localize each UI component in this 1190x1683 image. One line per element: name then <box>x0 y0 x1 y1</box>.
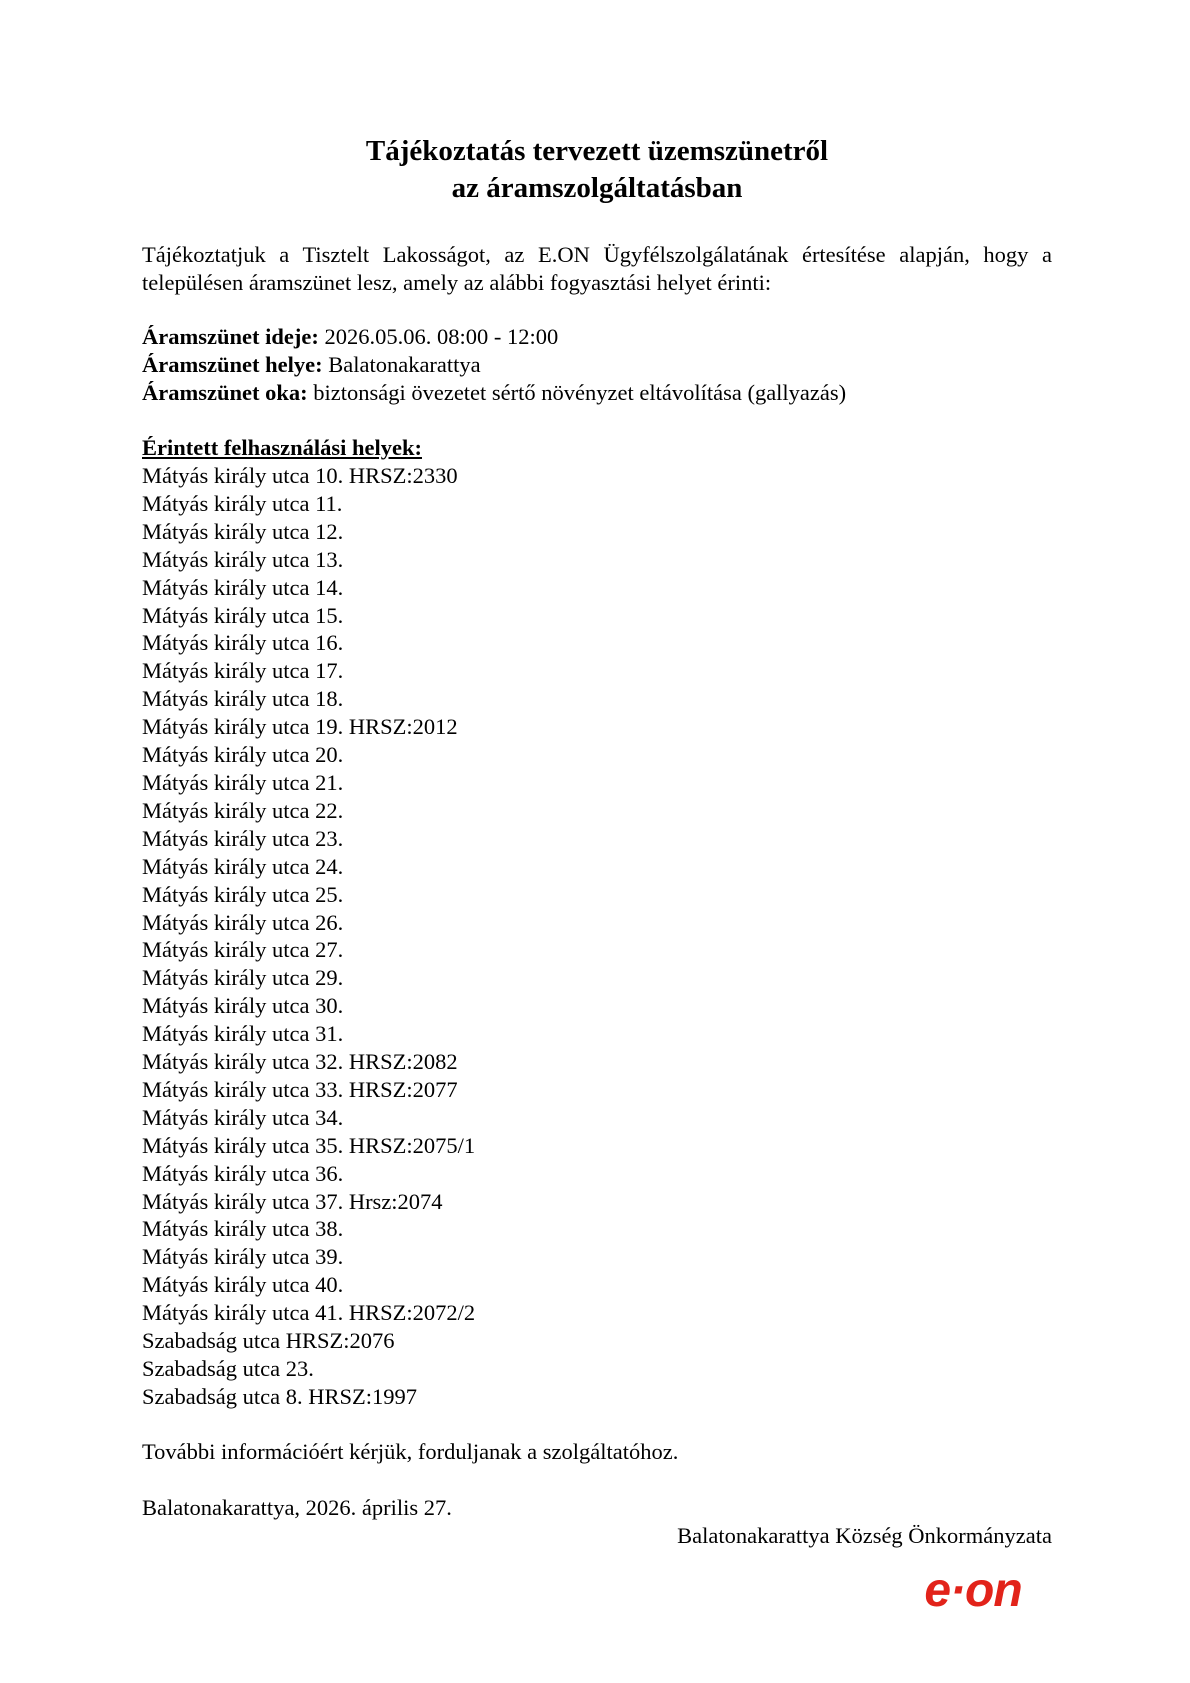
address-item: Szabadság utca 23. <box>142 1356 314 1381</box>
address-item: Mátyás király utca 30. <box>142 993 344 1019</box>
address-item: Mátyás király utca 26. <box>142 909 344 935</box>
address-item: Mátyás király utca 35. HRSZ:2075/1 <box>142 1132 476 1158</box>
address-item: Mátyás király utca 14. <box>142 574 344 600</box>
intro-paragraph: Tájékoztatjuk a Tisztelt Lakosságot, az E.ON Ügyfélszolgálatának értesítése alapján, hogy a településen áramszünet lesz, amely az alábbi fogyasztási helyet érinti: <box>142 242 1052 295</box>
eon-logo-icon <box>902 1565 1044 1615</box>
closing-text: További információért kérjük, forduljanak a szolgáltatóhoz. <box>142 1438 679 1464</box>
document-page <box>142 133 1052 1550</box>
outage-time-row <box>142 323 1052 351</box>
address-item: Mátyás király utca 41. HRSZ:2072/2 <box>142 1300 476 1326</box>
address-item: Mátyás király utca 40. <box>142 1272 344 1298</box>
address-item: Mátyás király utca 11. <box>142 490 343 516</box>
address-item: Mátyás király utca 16. <box>142 630 344 656</box>
address-item: Mátyás király utca 24. <box>142 853 344 879</box>
title-line-1: Tájékoztatás tervezett üzemszünetről <box>365 135 829 167</box>
address-item: Mátyás király utca 13. <box>142 546 344 572</box>
address-item: Mátyás király utca 39. <box>142 1244 344 1270</box>
address-item: Mátyás király utca 15. <box>142 602 344 628</box>
address-item: Mátyás király utca 37. Hrsz:2074 <box>142 1188 443 1214</box>
signature: Balatonakarattya Község Önkormányzata <box>677 1522 1052 1548</box>
affected-places-heading: Érintett felhasználási helyek: <box>142 435 422 460</box>
address-item: Mátyás király utca 33. HRSZ:2077 <box>142 1076 458 1102</box>
address-item: Mátyás király utca 31. <box>142 1021 344 1047</box>
eon-logo-text: e·on <box>924 1565 1022 1615</box>
address-item: Mátyás király utca 18. <box>142 686 344 712</box>
address-item: Mátyás király utca 20. <box>142 742 344 768</box>
address-item: Mátyás király utca 21. <box>142 769 344 795</box>
outage-time-value: 2026.05.06. 08:00 - 12:00 <box>324 324 559 349</box>
address-item: Mátyás király utca 19. HRSZ:2012 <box>142 714 458 740</box>
document-title <box>142 133 1052 207</box>
outage-reason-row <box>142 379 1052 407</box>
address-item: Mátyás király utca 23. <box>142 825 344 851</box>
place-and-date: Balatonakarattya, 2026. április 27. <box>142 1494 452 1520</box>
affected-places-list <box>142 462 1052 1411</box>
address-item: Mátyás király utca 36. <box>142 1160 344 1186</box>
outage-place-row <box>142 351 1052 379</box>
address-item: Mátyás király utca 17. <box>142 658 344 684</box>
outage-reason-value: biztonsági övezetet sértő növényzet eltávolítása (gallyazás) <box>313 380 847 405</box>
outage-info <box>142 323 1052 407</box>
address-item: Szabadság utca HRSZ:2076 <box>142 1328 395 1354</box>
address-item: Mátyás király utca 25. <box>142 881 344 907</box>
address-item: Mátyás király utca 22. <box>142 797 344 823</box>
outage-place-value: Balatonakarattya <box>328 352 481 377</box>
address-item: Szabadság utca 8. HRSZ:1997 <box>142 1383 417 1409</box>
title-line-2: az áramszolgáltatásban <box>451 172 743 204</box>
address-item: Mátyás király utca 29. <box>142 965 344 991</box>
address-item: Mátyás király utca 12. <box>142 518 344 544</box>
outage-reason-label: Áramszünet oka: <box>142 380 308 405</box>
address-item: Mátyás király utca 27. <box>142 937 344 963</box>
address-item: Mátyás király utca 32. HRSZ:2082 <box>142 1049 458 1075</box>
address-item: Mátyás király utca 10. HRSZ:2330 <box>142 463 458 488</box>
address-item: Mátyás király utca 38. <box>142 1216 344 1242</box>
outage-place-label: Áramszünet helye: <box>142 352 323 377</box>
address-item: Mátyás király utca 34. <box>142 1104 344 1130</box>
outage-time-label: Áramszünet ideje: <box>142 324 319 349</box>
